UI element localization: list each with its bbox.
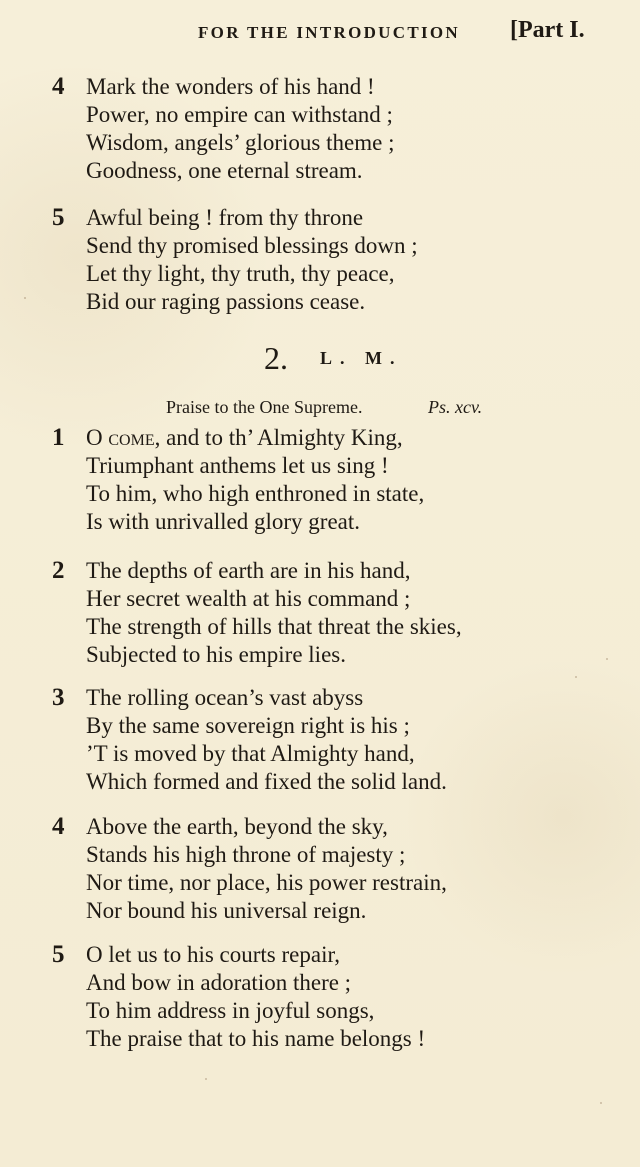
verse-line: Bid our raging passions cease. [86, 289, 366, 314]
verse-line: Her secret wealth at his command ; [86, 586, 411, 611]
running-header [0, 16, 640, 50]
stanza-number: 4 [52, 73, 65, 100]
verse-line: Nor time, nor place, his power restrain, [86, 870, 447, 895]
verse-line: And bow in adoration there ; [86, 970, 352, 995]
verse-line: Above the earth, beyond the sky, [86, 814, 388, 839]
paper-speck [600, 1102, 602, 1104]
hymn-subtitle: Praise to the One Supreme. [166, 397, 363, 417]
verse-line: Power, no empire can withstand ; [86, 102, 393, 127]
stanza-number: 3 [52, 684, 65, 711]
verse-line: Let thy light, thy truth, thy peace, [86, 261, 395, 286]
verse-line: Stands his high throne of majesty ; [86, 842, 406, 867]
psalm-reference: Ps. xcv. [428, 397, 483, 417]
paper-speck [24, 297, 26, 299]
verse-line: Triumphant anthems let us sing ! [86, 453, 389, 478]
verse-line-first [86, 424, 403, 452]
hymn-heading [0, 340, 640, 380]
verse-line: To him address in joyful songs, [86, 998, 375, 1023]
verse-line: O let us to his courts repair, [86, 942, 340, 967]
running-title: FOR THE INTRODUCTION [198, 23, 460, 42]
verse-line: Subjected to his empire lies. [86, 642, 346, 667]
verse-line: ’T is moved by that Almighty hand, [86, 741, 415, 766]
paper-speck [205, 1078, 207, 1080]
verse-line: The rolling ocean’s vast abyss [86, 685, 364, 710]
stanza-number: 2 [52, 557, 65, 584]
verse-line: Awful being ! from thy throne [86, 205, 364, 230]
verse-line: The depths of earth are in his hand, [86, 558, 411, 583]
verse-line: Nor bound his universal reign. [86, 898, 367, 923]
first-word: O come [86, 425, 155, 450]
stanza-number: 4 [52, 813, 65, 840]
verse-line: The strength of hills that threat the skies, [86, 614, 462, 639]
hymn-number: 2. [264, 340, 288, 376]
verse-line: To him, who high enthroned in state, [86, 481, 425, 506]
stanza-number: 5 [52, 941, 65, 968]
stanza-number: 5 [52, 204, 65, 231]
verse-line: Wisdom, angels’ glorious theme ; [86, 130, 395, 155]
verse-line: By the same sovereign right is his ; [86, 713, 410, 738]
verse-line: Send thy promised blessings down ; [86, 233, 418, 258]
hymn-meter: L. M. [320, 348, 403, 368]
stanza-number: 1 [52, 424, 65, 451]
paper-speck [575, 676, 577, 678]
verse-line: Goodness, one eternal stream. [86, 158, 363, 183]
first-line-rest: , and to th’ Almighty King, [154, 425, 403, 450]
verse-line: Is with unrivalled glory great. [86, 509, 361, 534]
paper-speck [606, 658, 608, 660]
verse-line: The praise that to his name belongs ! [86, 1026, 426, 1051]
part-label: [Part I. [510, 17, 585, 43]
verse-line: Which formed and fixed the solid land. [86, 769, 447, 794]
verse-line: Mark the wonders of his hand ! [86, 74, 375, 99]
